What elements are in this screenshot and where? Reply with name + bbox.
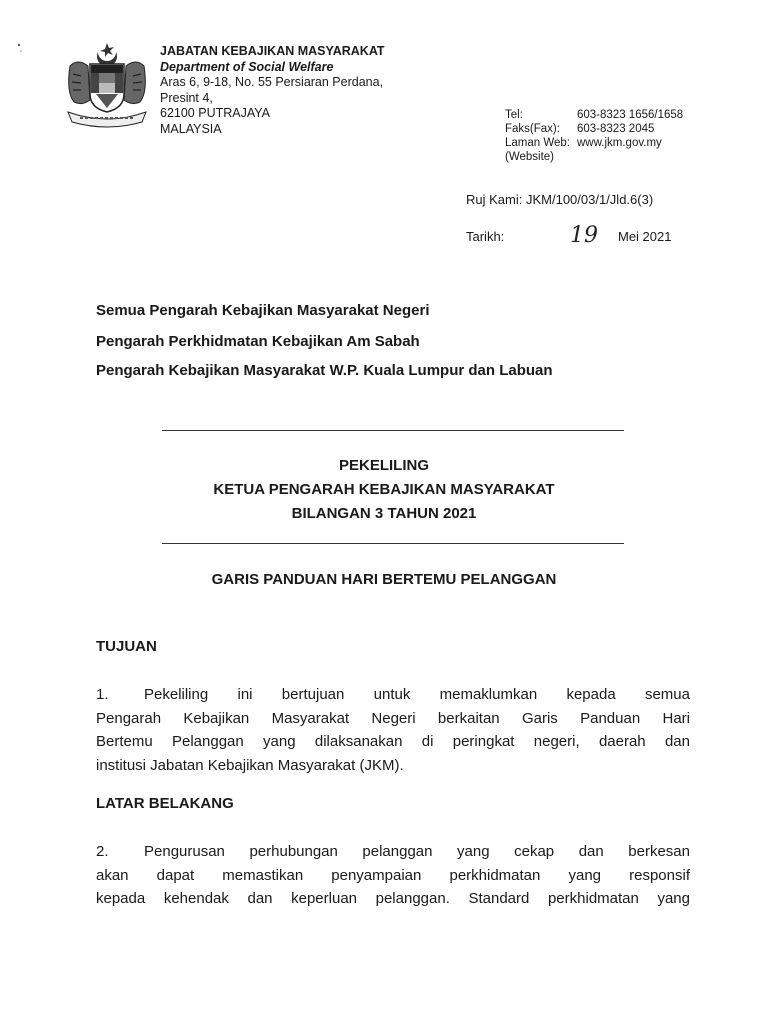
paragraph-line: Pengurusan perhubungan pelanggan yang cekap dan berkesan <box>144 843 690 860</box>
paragraph-line: institusi Jabatan Kebajikan Masyarakat (JKM). <box>96 756 404 774</box>
date-month-year: Mei 2021 <box>618 229 672 244</box>
website-label: Laman Web: <box>505 137 570 149</box>
section-heading: LATAR BELAKANG <box>96 795 234 812</box>
website-value: www.jkm.gov.my <box>577 137 662 149</box>
recipient-line: Pengarah Perkhidmatan Kebajikan Am Sabah <box>96 333 420 350</box>
divider-rule <box>162 430 624 431</box>
paragraph-line: Pekeliling ini bertujuan untuk memaklumkan kepada semua <box>144 686 690 703</box>
org-name: JABATAN KEBAJIKAN MASYARAKAT <box>160 44 385 58</box>
org-name-en: Department of Social Welfare <box>160 59 334 74</box>
reference-label: Ruj Kami: <box>466 192 523 207</box>
recipient-line: Semua Pengarah Kebajikan Masyarakat Negeri <box>96 302 430 319</box>
address-line: Aras 6, 9-18, No. 55 Persiaran Perdana, <box>160 75 384 89</box>
paragraph-2 <box>96 840 690 911</box>
address-line: Presint 4, <box>160 90 213 105</box>
paragraph-line: akan dapat memastikan penyampaian perkhidmatan yang responsif <box>96 866 690 884</box>
paragraph-1 <box>96 683 690 777</box>
address-line: MALAYSIA <box>160 121 222 136</box>
divider-rule <box>162 543 624 544</box>
address-line: 62100 PUTRAJAYA <box>160 106 271 120</box>
paragraph-number: 1. <box>96 686 109 703</box>
coat-of-arms-icon <box>60 42 154 128</box>
reference-value: JKM/100/03/1/Jld.6(3) <box>525 192 654 207</box>
paragraph-line: kepada kehendak dan keperluan pelanggan. Standard perkhidmatan yang <box>96 890 690 907</box>
paragraph-line: Pengarah Kebajikan Masyarakat Negeri berkaitan Garis Panduan Hari <box>96 709 690 727</box>
contact-block <box>505 108 683 164</box>
paragraph-line: Bertemu Pelanggan yang dilaksanakan di peringkat negeri, daerah dan <box>96 733 690 750</box>
paragraph-number: 2. <box>96 843 109 860</box>
tel-label: Tel: <box>505 109 523 121</box>
reference-number <box>466 192 653 207</box>
subject-heading: GARIS PANDUAN HARI BERTEMU PELANGGAN <box>211 571 557 588</box>
fax-value: 603-8323 2045 <box>577 123 655 135</box>
circular-issuer: KETUA PENGARAH KEBAJIKAN MASYARAKAT <box>213 481 555 498</box>
website-label-en: (Website) <box>505 151 554 163</box>
letterhead <box>160 44 385 137</box>
fax-label: Faks(Fax): <box>505 123 560 135</box>
tel-value: 603-8323 1656/1658 <box>577 109 684 121</box>
recipient-line: Pengarah Kebajikan Masyarakat W.P. Kuala Lumpur dan Labuan <box>96 362 553 379</box>
letter-date <box>466 223 706 253</box>
section-heading: TUJUAN <box>96 638 157 655</box>
circular-title: PEKELILING <box>338 457 429 474</box>
circular-number: BILANGAN 3 TAHUN 2021 <box>291 505 477 522</box>
scan-speck-icon <box>16 42 26 52</box>
date-label: Tarikh: <box>466 229 505 244</box>
date-day-handwritten: 19 <box>570 223 598 248</box>
